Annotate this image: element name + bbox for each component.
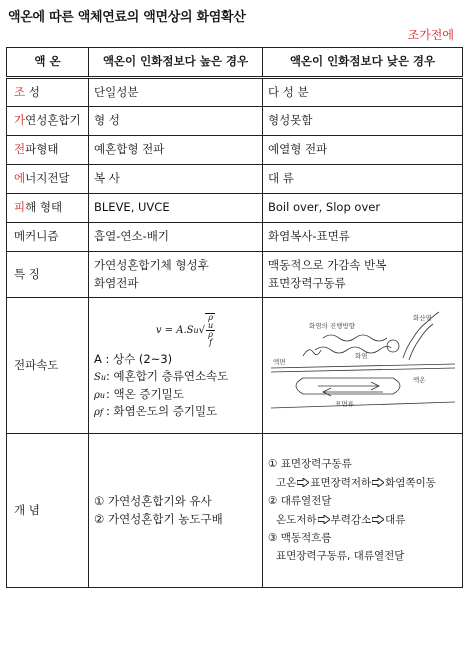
variable-desc: : 화염온도의 증기밀도 <box>106 403 218 418</box>
mnemonic-letter: 에 <box>14 171 26 186</box>
diagram-label: 표면류 <box>335 400 354 408</box>
table-row <box>7 223 463 252</box>
cell-line: 가연성혼합기체 형성후 <box>94 258 209 273</box>
speed-formula-cell <box>89 298 263 434</box>
table-row <box>7 165 463 194</box>
row-label-text: 연성혼합기 <box>25 113 81 128</box>
row-label-text: 해 형태 <box>25 200 63 215</box>
mnemonic-note: 조가전에 <box>407 28 454 42</box>
formula-su: S <box>186 325 194 336</box>
variable-symbol: ρf <box>94 406 103 418</box>
table-row <box>7 298 463 434</box>
variable-symbol: ρu <box>94 389 106 401</box>
mnemonic-letter: 피 <box>14 200 26 215</box>
header-high: 액온이 인화점보다 높은 경우 <box>89 48 263 78</box>
cell-low: 예열형 전파 <box>263 136 463 165</box>
table-row <box>7 107 463 136</box>
cell-line: 표면장력구동류 <box>268 275 346 290</box>
cell-low: 화염복사-표면류 <box>263 223 463 252</box>
table-header-row <box>7 48 463 78</box>
row-label <box>7 194 89 223</box>
variable-line <box>94 403 257 420</box>
concept-line: ② 가연성혼합기 농도구배 <box>94 511 223 526</box>
formula-lhs: v <box>155 325 162 336</box>
chain-step: 대류 <box>385 513 406 526</box>
comparison-table <box>6 47 463 588</box>
liquid-line <box>271 402 455 408</box>
cell-line: 맥동적으로 가감속 반복 <box>268 258 387 273</box>
cell-high: 형 성 <box>89 107 263 136</box>
cell-line: 화염전파 <box>94 275 139 290</box>
cell-high <box>89 252 263 298</box>
variable-line <box>94 386 257 403</box>
formula-denominator: ρ f <box>208 330 213 347</box>
liquid-surface-line <box>271 368 455 372</box>
mnemonic-letter: 전 <box>14 142 26 157</box>
row-label <box>7 107 89 136</box>
cell-low <box>263 252 463 298</box>
concept-line: ② 대류열전달 <box>268 495 332 508</box>
cell-low: 대 류 <box>263 165 463 194</box>
cell-low: 다 성 분 <box>263 78 463 107</box>
right-arrow-icon <box>297 478 309 487</box>
formula-numerator: ρ u <box>208 313 214 330</box>
table-row <box>7 136 463 165</box>
concept-line: ③ 맥동적흐름 <box>268 531 332 544</box>
flame-speed-formula: v = A.Su√ ρ u ρ f <box>155 313 214 347</box>
concept-chain <box>268 511 457 529</box>
row-label-text: 성 <box>25 84 40 99</box>
diagram-label: 액면 <box>273 358 286 366</box>
cell-high: 단일성분 <box>89 78 263 107</box>
diagram-label: 액온 <box>413 376 426 384</box>
header-liquid-temp: 액 온 <box>7 48 89 78</box>
concept-line: 표면장력구동류, 대류열전달 <box>276 550 405 563</box>
concept-line: ① 가연성혼합기와 유사 <box>94 494 212 509</box>
page-title: 액온에 따른 액체연료의 액면상의 화염확산 <box>8 10 246 25</box>
formula-fraction <box>206 314 215 347</box>
row-label-text: 너지전달 <box>25 171 70 186</box>
row-label-text: 파형태 <box>25 142 59 157</box>
variable-desc: : 액온 증기밀도 <box>106 386 184 401</box>
row-label: 전파속도 <box>7 298 89 434</box>
variable-desc: : 예혼합기 층류연소속도 <box>106 369 229 384</box>
concept-line: ① 표면장력구동류 <box>268 458 352 471</box>
concept-chain <box>268 474 457 492</box>
flame-front-marker <box>387 340 399 352</box>
liquid-surface-line <box>271 364 455 368</box>
formula-eq: = A. <box>161 325 187 336</box>
cell-high: 예혼합형 전파 <box>89 136 263 165</box>
diagram-label: 화염의 진행방향 <box>309 322 356 330</box>
flame-sketch <box>303 350 321 356</box>
cell-high: 복 사 <box>89 165 263 194</box>
flame-sketch <box>315 346 391 353</box>
header-low: 액온이 인화점보다 낮은 경우 <box>263 48 463 78</box>
table-row <box>7 252 463 298</box>
concept-high-cell <box>89 434 263 588</box>
chain-step: 고온 <box>276 476 297 489</box>
right-arrow-icon <box>372 515 384 524</box>
cell-low: 형성못함 <box>263 107 463 136</box>
cell-high: 흡열-연소-배기 <box>89 223 263 252</box>
table-row <box>7 434 463 588</box>
cell-low: Boil over, Slop over <box>263 194 463 223</box>
flame-sketch <box>409 324 433 360</box>
diagram-label: 화산염 <box>413 314 432 322</box>
table-row <box>7 194 463 223</box>
row-label: 메커니즘 <box>7 223 89 252</box>
mnemonic-letter: 가 <box>14 113 26 128</box>
table-row <box>7 78 463 107</box>
formula-sqrt <box>205 313 215 347</box>
variable-line <box>94 368 257 385</box>
row-label <box>7 136 89 165</box>
row-label: 특 징 <box>7 252 89 298</box>
chain-step: 부력감소 <box>330 513 372 526</box>
cell-high: BLEVE, UVCE <box>89 194 263 223</box>
formula-su-sub: u <box>193 326 199 335</box>
row-label <box>7 78 89 107</box>
right-arrow-icon <box>372 478 384 487</box>
row-label <box>7 165 89 194</box>
surface-flow-arrow <box>318 382 379 390</box>
flame-spread-sketch-cell <box>263 298 463 434</box>
flame-sketch <box>323 335 387 341</box>
chain-step: 표면장력저하 <box>310 476 372 489</box>
constant-line: A : 상수 (2~3) <box>94 352 173 366</box>
chain-step: 온도저하 <box>276 513 317 526</box>
row-label: 개 념 <box>7 434 89 588</box>
flame-spread-sketch <box>263 298 463 433</box>
right-arrow-icon <box>318 515 330 524</box>
concept-low-cell <box>263 434 463 588</box>
diagram-label: 화염 <box>355 352 368 360</box>
chain-step: 화염쪽이동 <box>385 476 436 489</box>
mnemonic-letter: 조 <box>14 84 26 99</box>
variable-symbol: Su <box>94 372 107 384</box>
surface-flow-arrow <box>323 388 383 396</box>
